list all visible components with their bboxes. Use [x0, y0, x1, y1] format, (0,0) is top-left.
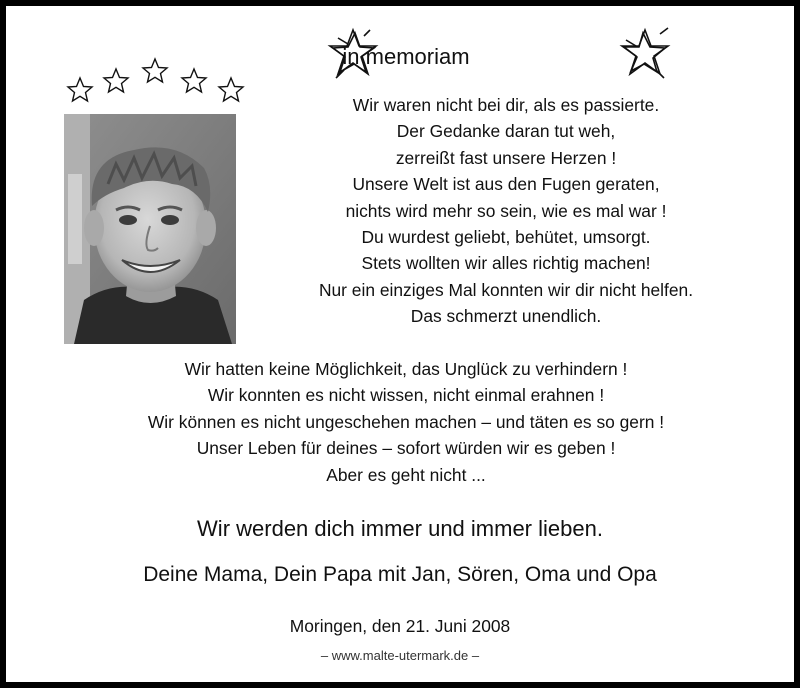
poem-line: nichts wird mehr so sein, wie es mal war ! — [345, 200, 667, 221]
poem-line: Aber es geht nicht ... — [326, 464, 486, 485]
poem-line: Wir waren nicht bei dir, als es passierte. — [352, 95, 660, 115]
poem-line: Wir konnten es nicht wissen, nicht einmal erahnen ! — [207, 385, 605, 406]
poem-line: Das schmerzt unendlich. — [410, 306, 602, 327]
star-icon — [616, 24, 674, 82]
place-date: Moringen, den 21. Juni 2008 — [289, 616, 511, 636]
poem-line: Unser Leben für deines – sofort würden wir es geben ! — [196, 438, 616, 459]
star-row — [60, 56, 250, 112]
poem-line: Der Gedanke daran tut weh, — [396, 121, 616, 142]
poem-line: Unsere Welt ist aus den Fugen geraten, — [352, 174, 660, 195]
poem-line: Nur ein einziges Mal konnten wir dir nicht helfen. — [318, 279, 694, 300]
obituary-card — [6, 6, 794, 682]
poem-line: Wir können es nicht ungeschehen machen – und täten es so gern ! — [147, 411, 665, 432]
poem-line: zerreißt fast unsere Herzen ! — [395, 147, 617, 168]
star-icon — [219, 78, 243, 101]
poem-first-stanza — [256, 92, 756, 330]
poem-line: Wir hatten keine Möglichkeit, das Unglück zu verhindern ! — [184, 359, 628, 379]
star-icon — [182, 69, 206, 92]
signature: Deine Mama, Dein Papa mit Jan, Sören, Oma und Opa — [143, 563, 657, 586]
star-icon — [143, 59, 167, 82]
star-icon — [68, 78, 92, 101]
portrait-photo — [64, 114, 236, 344]
closing-line: Wir werden dich immer und immer lieben. — [197, 516, 603, 541]
page-title: in memoriam — [342, 44, 470, 69]
website-link[interactable]: – www.malte-utermark.de – — [320, 648, 480, 663]
poem-second-stanza — [36, 356, 776, 488]
poem-line: Du wurdest geliebt, behütet, umsorgt. — [361, 227, 651, 248]
poem-line: Stets wollten wir alles richtig machen! — [361, 253, 651, 274]
star-icon — [104, 69, 128, 92]
